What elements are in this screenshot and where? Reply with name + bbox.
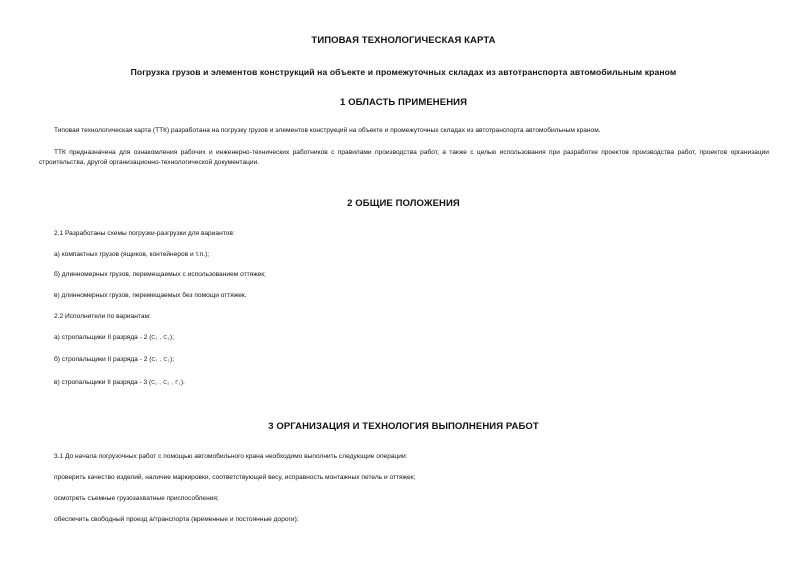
worker-symbols: С₁ , С₂ , Г₁ — [151, 380, 181, 386]
executor-variant-c — [54, 378, 185, 389]
list-item-c: в) длинномерных грузов, перемещаемых без помощи оттяжек. — [54, 292, 247, 299]
clause-3-1: 3.1 До начала погрузочных работ с помощью автомобильного крана необходимо выполнить следующие операции: — [54, 453, 408, 460]
list-item-a: а) компактных грузов (ящиков, контейнеров и т.п.); — [54, 251, 210, 258]
clause-2-2: 2.2 Исполнители по вариантам: — [54, 313, 151, 320]
executor-text: в) стропальщики II разряда - 3 ( — [54, 379, 152, 386]
section-3-heading: 3 ОРГАНИЗАЦИЯ И ТЕХНОЛОГИЯ ВЫПОЛНЕНИЯ РАБОТ — [268, 421, 539, 432]
executor-close: ). — [180, 379, 185, 386]
worker-symbols: С₁ , С₂ — [151, 357, 171, 363]
executor-text: б) стропальщики II разряда - 2 ( — [54, 356, 152, 363]
document-title: ТИПОВАЯ ТЕХНОЛОГИЧЕСКАЯ КАРТА — [311, 35, 496, 46]
executor-variant-b — [54, 355, 174, 366]
list-item-b: б) длинномерных грузов, перемещаемых с использованием оттяжек; — [54, 271, 267, 278]
worker-symbols: С₁ , С₂ — [151, 335, 170, 341]
document-subtitle: Погрузка грузов и элементов конструкций на объекте и промежуточных складах из автотранспорта автомобильным краном — [130, 67, 677, 77]
section-1-paragraph-2: ТТК предназначена для ознакомления рабочих и инженерно-технических работников с правилами производства работ, а также с целью использования при разработке проектов производства работ, проектов организации строительства, другой организационно-технологической документации. — [39, 149, 769, 166]
section-1-heading: 1 ОБЛАСТЬ ПРИМЕНЕНИЯ — [339, 97, 468, 108]
operation-item-3: обеспечить свободный проезд а/транспорта (временные и постоянные дороги); — [54, 516, 299, 523]
operation-item-1: проверить качество изделий, наличие маркировки, соответствующей весу, исправность монтажных петель и оттяжек; — [54, 474, 416, 481]
clause-2-1: 2.1 Разработаны схемы погрузки-разгрузки для вариантов: — [54, 230, 235, 237]
section-2-heading: 2 ОБЩИЕ ПОЛОЖЕНИЯ — [347, 198, 460, 209]
executor-text: а) стропальщики II разряда - 2 ( — [54, 334, 152, 341]
operation-item-2: осмотреть съемные грузозахватные приспособления; — [54, 495, 219, 502]
section-1-paragraph-1: Типовая технологическая карта (ТТК) разработана на погрузку грузов и элементов конструкций на объекте и промежуточных складах из автотранспорта автомобильным краном. — [54, 127, 601, 134]
executor-close: ); — [170, 356, 175, 363]
executor-close: ); — [169, 334, 174, 341]
executor-variant-a — [54, 333, 174, 344]
